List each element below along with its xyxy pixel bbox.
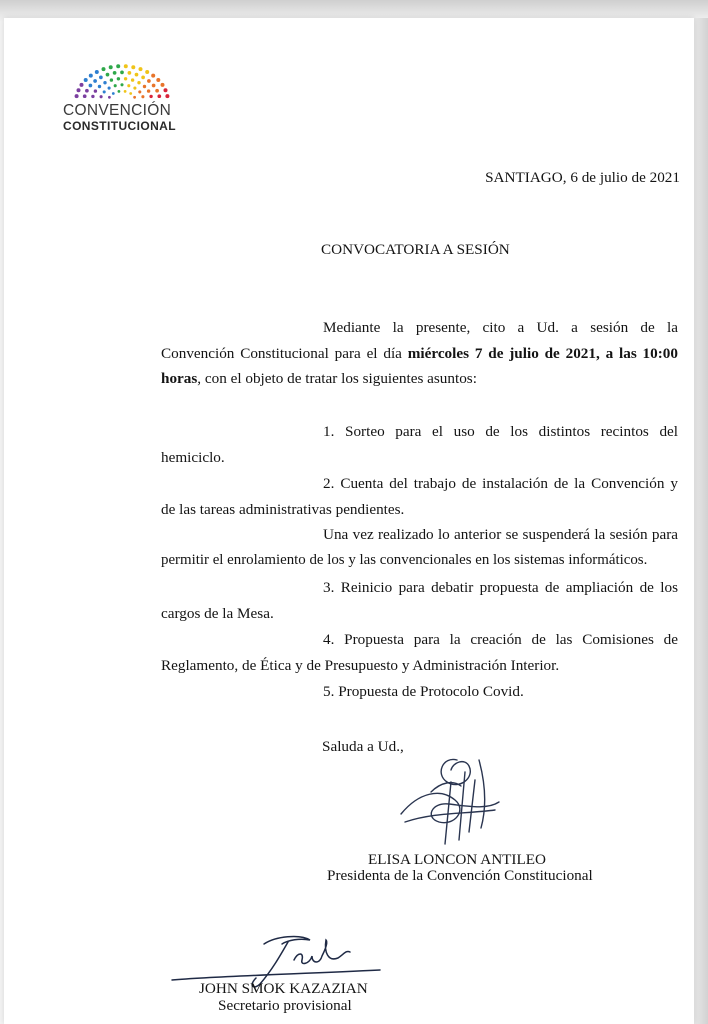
session-datetime: miércoles 7 de julio de 2021, a las 10:00 xyxy=(407,345,678,362)
signatory-2-role: Secretario provisional xyxy=(218,997,352,1014)
logo-dot xyxy=(89,84,93,88)
logo-dot xyxy=(110,78,113,81)
logo-dot xyxy=(124,77,127,80)
agenda-item-4-line-2: Reglamento, de Ética y de Presupuesto y Administración Interior. xyxy=(161,657,560,674)
logo-dot xyxy=(83,94,87,98)
logo-dots xyxy=(75,64,170,99)
intro-line-2 xyxy=(161,344,678,364)
logo-dot xyxy=(109,65,113,69)
logo-dot xyxy=(152,84,156,88)
agenda-item-5: 5. Propuesta de Protocolo Covid. xyxy=(323,683,524,700)
agenda-note-line-2: permitir el enrolamiento de los y las convencionales en los sistemas informáticos. xyxy=(161,552,648,568)
logo-dot xyxy=(108,87,111,90)
agenda-item-1-line-1: 1. Sorteo para el uso de los distintos recintos del xyxy=(323,423,678,440)
intro-line-2-text: Convención Constitucional para el día xyxy=(161,345,408,362)
logo-dot xyxy=(103,81,106,84)
logo-dot xyxy=(89,74,93,78)
signatory-2-name: JOHN SMOK KAZAZIAN xyxy=(199,980,368,997)
logo-dot xyxy=(94,89,97,92)
logo-subtitle: CONSTITUCIONAL xyxy=(63,119,176,133)
logo-dot xyxy=(129,92,132,95)
logo-dot xyxy=(103,90,106,93)
logo-dot xyxy=(157,94,161,98)
logo-dot xyxy=(114,84,117,87)
logo-dot xyxy=(75,94,79,98)
letter-date: SANTIAGO, 6 de julio de 2021 xyxy=(485,169,680,186)
session-hours: horas xyxy=(161,370,198,387)
logo-dot xyxy=(127,84,130,87)
logo-dot xyxy=(151,74,155,78)
logo-dot xyxy=(124,90,127,93)
logo-dot xyxy=(108,96,111,99)
logo-dot xyxy=(77,88,81,92)
agenda-item-4-line-1: 4. Propuesta para la creación de las Comisiones de xyxy=(323,631,678,648)
logo-dot xyxy=(106,73,110,77)
agenda-item-3-line-2: cargos de la Mesa. xyxy=(161,605,274,622)
logo-dot xyxy=(124,64,128,68)
logo-dot xyxy=(131,65,135,69)
logo-dot xyxy=(149,95,152,98)
logo-dot xyxy=(128,71,132,75)
logo-dot xyxy=(141,76,145,80)
logo-title: CONVENCIÓN xyxy=(63,102,172,119)
logo-dot xyxy=(120,71,124,75)
logo-dot xyxy=(147,79,151,83)
logo-dot xyxy=(141,95,144,98)
logo-dot xyxy=(165,94,169,98)
logo-dot xyxy=(117,77,120,80)
logo-dot xyxy=(112,92,115,95)
logo-dot xyxy=(98,85,101,88)
logo-dot xyxy=(102,67,106,71)
logo-dot xyxy=(138,90,141,93)
logo-dot xyxy=(118,90,121,93)
signatory-1-name: ELISA LONCON ANTILEO xyxy=(368,851,547,868)
logo-dot xyxy=(85,89,89,93)
logo-dot xyxy=(139,67,143,71)
logo-dot xyxy=(164,88,168,92)
page-edge-shadow xyxy=(694,18,708,1024)
logo-dot xyxy=(120,83,123,86)
agenda-item-3-line-1: 3. Reinicio para debatir propuesta de ampliación de los xyxy=(323,579,678,596)
signatory-1-role: Presidenta de la Convención Constitucional xyxy=(327,867,593,884)
closing-greeting: Saluda a Ud., xyxy=(322,738,404,755)
logo-dot xyxy=(91,95,94,98)
logo-dot xyxy=(133,96,136,99)
logo-dot xyxy=(156,78,160,82)
logo-dot xyxy=(80,83,84,87)
logo-dot xyxy=(116,64,120,68)
logo-dot xyxy=(145,70,149,74)
intro-line-3 xyxy=(161,369,477,389)
logo-dot xyxy=(143,85,146,88)
logo-dot xyxy=(155,89,159,93)
logo-dot xyxy=(131,78,134,81)
logo-dot xyxy=(84,78,88,82)
logo-dot xyxy=(100,95,103,98)
logo-dot xyxy=(147,89,150,92)
signature-president-icon xyxy=(395,752,505,852)
letter-title: CONVOCATORIA A SESIÓN xyxy=(321,241,510,258)
convencion-logo-arcs-icon xyxy=(58,52,188,100)
logo-dot xyxy=(135,73,139,77)
logo-dot xyxy=(93,79,97,83)
agenda-item-1-line-2: hemiciclo. xyxy=(161,449,225,466)
logo-dot xyxy=(113,71,117,75)
agenda-note-line-1: Una vez realizado lo anterior se suspenderá la sesión para xyxy=(323,526,678,543)
agenda-item-2-line-2: de las tareas administrativas pendientes. xyxy=(161,501,405,518)
logo-dot xyxy=(95,70,99,74)
logo-dot xyxy=(161,83,165,87)
logo-dot xyxy=(137,81,140,84)
agenda-item-2-line-1: 2. Cuenta del trabajo de instalación de la Convención y xyxy=(323,475,678,492)
intro-line-1: Mediante la presente, cito a Ud. a sesión de la xyxy=(323,319,678,336)
intro-line-3-text: , con el objeto de tratar los siguientes asuntos: xyxy=(197,370,477,387)
logo-dot xyxy=(133,87,136,90)
logo-dot xyxy=(99,76,103,80)
